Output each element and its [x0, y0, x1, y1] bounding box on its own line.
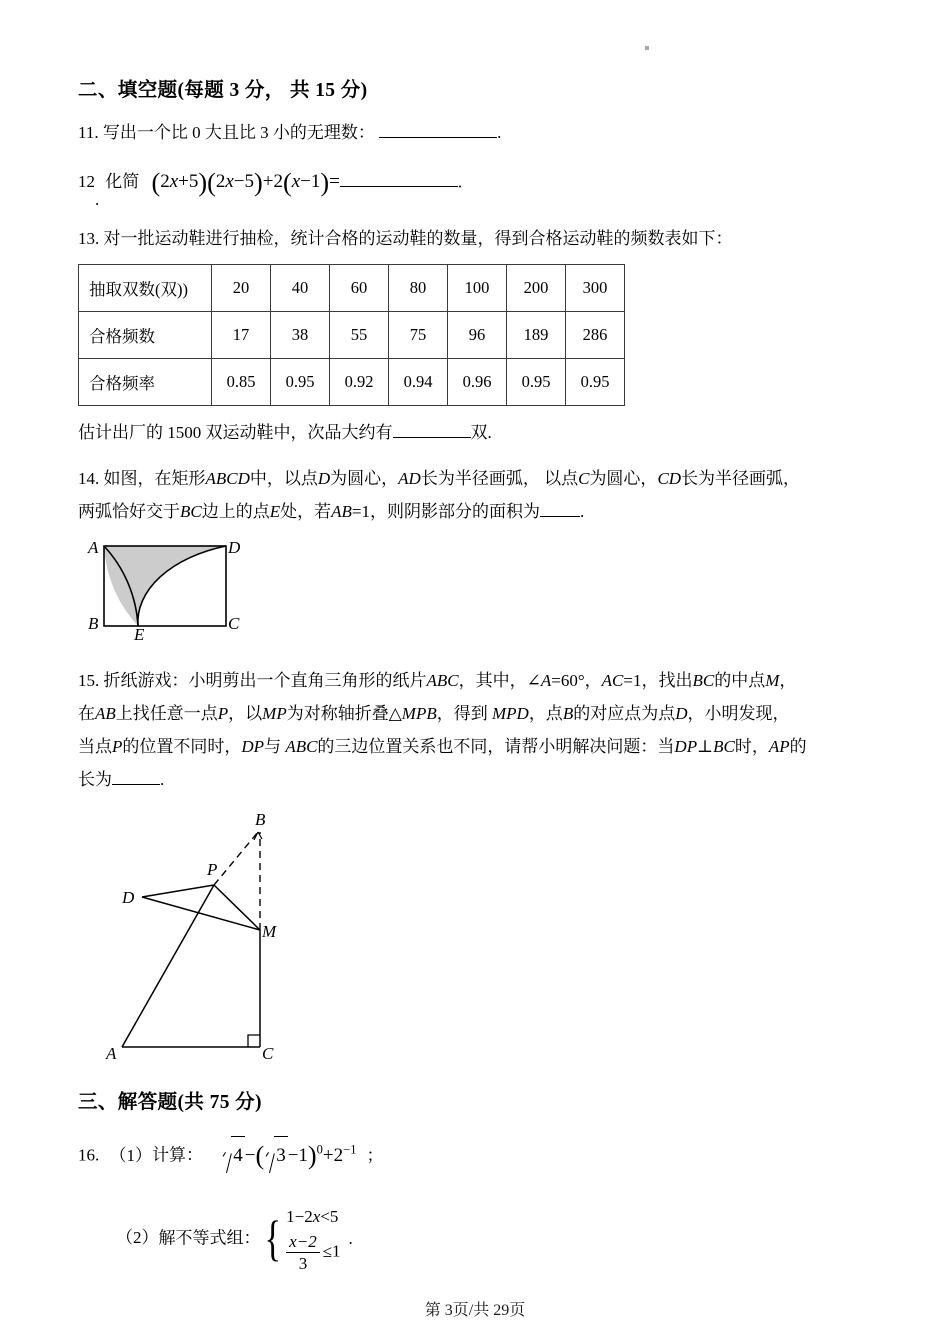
table-cell: 60 — [330, 265, 389, 312]
question-12 — [78, 157, 878, 208]
table-cell: 17 — [212, 312, 271, 359]
q15-l3-label-abc: ABC — [285, 737, 318, 757]
segment-pb-dashed — [214, 832, 258, 885]
frequency-table-body — [79, 265, 625, 406]
q14-text-a: 如图，在矩形 — [103, 468, 206, 488]
question-11 — [78, 116, 878, 149]
q15-label-p: P — [217, 703, 229, 723]
q14-value-1: 1 — [361, 501, 370, 521]
question-13-followup-post: 双. — [470, 423, 492, 443]
q15-period: . — [160, 770, 165, 790]
table-cell: 96 — [448, 312, 507, 359]
q14-label-c: C — [578, 468, 590, 488]
q15-l3-d: 的三边位置关系也不同，请帮小明解决问题：当 — [317, 737, 675, 757]
question-16-part-2 — [78, 1204, 878, 1275]
page-footer: 第 3页/共 29页 — [424, 1302, 526, 1319]
table-cell: 20 — [212, 265, 271, 312]
question-13-number: 13. — [78, 229, 100, 249]
table-row-label: 合格频数 — [79, 312, 212, 359]
q16-inequality-system — [284, 1204, 340, 1275]
q15-label-bc: BC — [692, 670, 715, 690]
table-cell: 0.96 — [448, 359, 507, 406]
question-15-figure — [92, 812, 878, 1062]
section-heading-solve: 三、解答题(共 75 分) — [78, 1092, 262, 1114]
table-cell: 189 — [507, 312, 566, 359]
question-12-number: 12 . — [78, 172, 100, 210]
q14-label-d: D — [317, 468, 331, 488]
question-16 — [78, 1130, 878, 1274]
q15-eq2: = — [623, 670, 633, 690]
q15-l3-f: 的 — [789, 737, 807, 757]
segment-ap — [122, 885, 214, 1047]
q15-l2-b: 上找任意一点 — [115, 703, 218, 723]
q15-l2-d: 为对称轴折叠△ — [286, 703, 402, 723]
table-row — [79, 359, 625, 406]
section-heading-fill-in-blank: 二、填空题(每题 3 分， 共 15 分) — [78, 80, 368, 101]
q15-l3-e: 时， — [734, 737, 769, 757]
q15-text-e: 的中点 — [714, 670, 766, 690]
question-12-expression: (2x+5)(2x−5)+2(x−1)= — [151, 168, 340, 198]
q14-text-f: 为圆心， — [589, 468, 658, 488]
q15-label-abc: ABC — [426, 670, 459, 690]
question-13-text: 对一批运动鞋进行抽检，统计合格的运动鞋的数量，得到合格运动鞋的频数表如下： — [103, 229, 733, 249]
q15-label-ap: AP — [768, 737, 790, 757]
question-16-part-1 — [78, 1130, 878, 1181]
q15-value-60: 60° — [560, 670, 585, 690]
question-15-line-1 — [78, 664, 878, 697]
question-14 — [78, 462, 878, 528]
q15-l2-c: ，以 — [228, 703, 263, 723]
question-15-line-2 — [78, 697, 878, 730]
q15-l3-a: 当点 — [78, 737, 112, 757]
shaded-region — [104, 546, 226, 626]
q15-label-mp: MP — [262, 703, 287, 723]
right-angle-mark-c — [248, 1035, 260, 1047]
q16-sub1-label: 计算： — [152, 1145, 203, 1165]
q15-l4-a: 长为 — [78, 770, 112, 790]
table-row-label: 合格频率 — [79, 359, 212, 406]
segment-dp — [142, 885, 214, 897]
table-row — [79, 265, 625, 312]
table-cell: 0.95 — [271, 359, 330, 406]
question-11-period: . — [497, 123, 502, 142]
question-14-line-1 — [78, 462, 878, 495]
q16-sub2-marker: （2） — [116, 1227, 159, 1247]
q14-text-g: 长为半径画弧， — [681, 468, 801, 488]
question-14-answer-blank[interactable] — [540, 516, 580, 517]
q14-label-ab: AB — [331, 501, 352, 521]
q15-eq1: = — [551, 670, 561, 690]
q14-l2-text-b: 边上的点 — [201, 501, 270, 521]
q15-text-a: 折纸游戏：小明剪出一个直角三角形的纸片 — [103, 670, 427, 690]
figure-label-m: M — [262, 922, 277, 942]
figure-label-p: P — [207, 860, 218, 880]
table-row-label: 抽取双数(双)) — [79, 265, 212, 312]
q14-text-b: 中，以点 — [249, 468, 318, 488]
question-11-text: 写出一个比 0 大且比 3 小的无理数： — [102, 123, 375, 142]
q15-label-b: B — [562, 703, 574, 723]
folded-triangle-diagram — [92, 812, 322, 1062]
question-15 — [78, 664, 878, 797]
fraction: $\frac{x-2}{3}$ — [286, 1231, 320, 1275]
q15-l3-b: 的位置不同时， — [122, 737, 242, 757]
table-cell: 75 — [389, 312, 448, 359]
frequency-table — [78, 264, 625, 406]
table-cell: 0.92 — [330, 359, 389, 406]
q15-l2-g: 的对应点为点 — [573, 703, 676, 723]
question-12-answer-blank[interactable] — [340, 186, 458, 187]
q15-l2-a: 在 — [78, 703, 95, 723]
table-cell: 286 — [566, 312, 625, 359]
inequality-row-1: 1−2x<5 — [286, 1206, 339, 1226]
question-14-number: 14. — [78, 468, 100, 488]
table-cell: 0.95 — [507, 359, 566, 406]
q16-sub1-marker: （1） — [109, 1145, 152, 1165]
q15-text-b: ，其中， — [458, 670, 527, 690]
figure-label-c: C — [262, 1044, 274, 1064]
table-row — [79, 312, 625, 359]
question-12-label: 化简 — [105, 172, 140, 192]
q14-label-cd: CD — [657, 468, 682, 488]
figure-label-b: B — [255, 810, 266, 830]
q14-period: . — [580, 501, 585, 521]
q15-label-dp2: DP — [674, 737, 698, 757]
question-14-figure — [86, 534, 878, 642]
q14-l2-text-d: ，则阴影部分的面积为 — [370, 501, 540, 521]
q14-eq: = — [351, 501, 362, 521]
q14-label-ad: AD — [398, 468, 421, 488]
q14-l2-text-a: 两弧恰好交于 — [78, 501, 180, 521]
table-cell: 40 — [271, 265, 330, 312]
q15-label-dp: DP — [241, 737, 265, 757]
page-content — [78, 0, 878, 1275]
question-11-number: 11. — [78, 123, 99, 142]
question-13-answer-blank[interactable] — [393, 437, 471, 438]
figure-label-c: C — [228, 613, 240, 633]
q15-label-mpb: MPB — [401, 703, 437, 723]
q14-text-c: 为圆心， — [330, 468, 399, 488]
question-15-answer-blank[interactable] — [112, 784, 160, 785]
question-15-line-4 — [78, 763, 878, 796]
q15-label-m: M — [765, 670, 780, 690]
table-cell: 80 — [389, 265, 448, 312]
q15-l3-label-p: P — [112, 737, 123, 757]
q14-text-e: 长为半径画弧， 以点 — [420, 468, 579, 488]
q14-l2-text-c: 处，若 — [280, 501, 332, 521]
question-13 — [78, 222, 878, 255]
q15-l2-f: ，点 — [528, 703, 563, 723]
question-12-period: . — [457, 172, 463, 192]
q15-angle-a: ∠A — [526, 670, 552, 690]
q16-period: . — [348, 1229, 353, 1249]
figure-label-b: B — [88, 613, 99, 633]
table-cell: 0.95 — [566, 359, 625, 406]
question-16-number: 16. — [78, 1145, 100, 1165]
q14-label-e: E — [269, 501, 281, 521]
figure-label-a: A — [88, 537, 99, 557]
q15-label-ab: AB — [95, 703, 116, 723]
figure-label-d: D — [228, 537, 241, 557]
q15-l3-label-bc: BC — [713, 737, 735, 757]
rectangle-arcs-diagram — [86, 534, 276, 642]
q15-text-c: ， — [584, 670, 602, 690]
inequality-row-2: $\frac{x-2}{3}$ ≤1 — [284, 1231, 340, 1275]
question-13-followup — [78, 416, 878, 449]
table-cell: 38 — [271, 312, 330, 359]
q15-perp-symbol: ⊥ — [697, 737, 714, 757]
q14-label-abcd: ABCD — [205, 468, 250, 488]
table-cell: 0.85 — [212, 359, 271, 406]
q14-label-bc: BC — [180, 501, 202, 521]
q15-l3-c: 与 — [264, 737, 282, 757]
q15-text-d: ，找出 — [641, 670, 693, 690]
question-14-line-2 — [78, 495, 878, 528]
table-cell: 0.94 — [389, 359, 448, 406]
system-brace: { — [264, 1211, 281, 1267]
q15-value-1: 1 — [632, 670, 642, 690]
question-15-number: 15. — [78, 670, 100, 690]
figure-label-e: E — [134, 624, 145, 644]
question-11-answer-blank[interactable] — [379, 137, 497, 138]
question-15-line-3 — [78, 730, 878, 763]
table-cell: 100 — [448, 265, 507, 312]
q15-label-ac: AC — [601, 670, 624, 690]
q16-semicolon: ； — [366, 1145, 384, 1165]
figure-label-a: A — [106, 1044, 117, 1064]
question-13-followup-pre: 估计出厂的 1500 双运动鞋中，次品大约有 — [78, 423, 393, 443]
q15-label-d: D — [675, 703, 688, 723]
q15-text-f: ， — [779, 670, 797, 690]
q15-l2-e: ，得到 — [436, 703, 488, 723]
table-cell: 200 — [507, 265, 566, 312]
figure-label-d: D — [122, 888, 135, 908]
table-cell: 300 — [566, 265, 625, 312]
q15-label-mpd: MPD — [491, 703, 529, 723]
q16-expression-1: 4 −( $3 -1)^0+2^{-1}$ — [221, 1145, 356, 1166]
q15-l2-h: ，小明发现， — [687, 703, 790, 723]
table-cell: 55 — [330, 312, 389, 359]
q16-sub2-label: 解不等式组： — [158, 1227, 261, 1247]
